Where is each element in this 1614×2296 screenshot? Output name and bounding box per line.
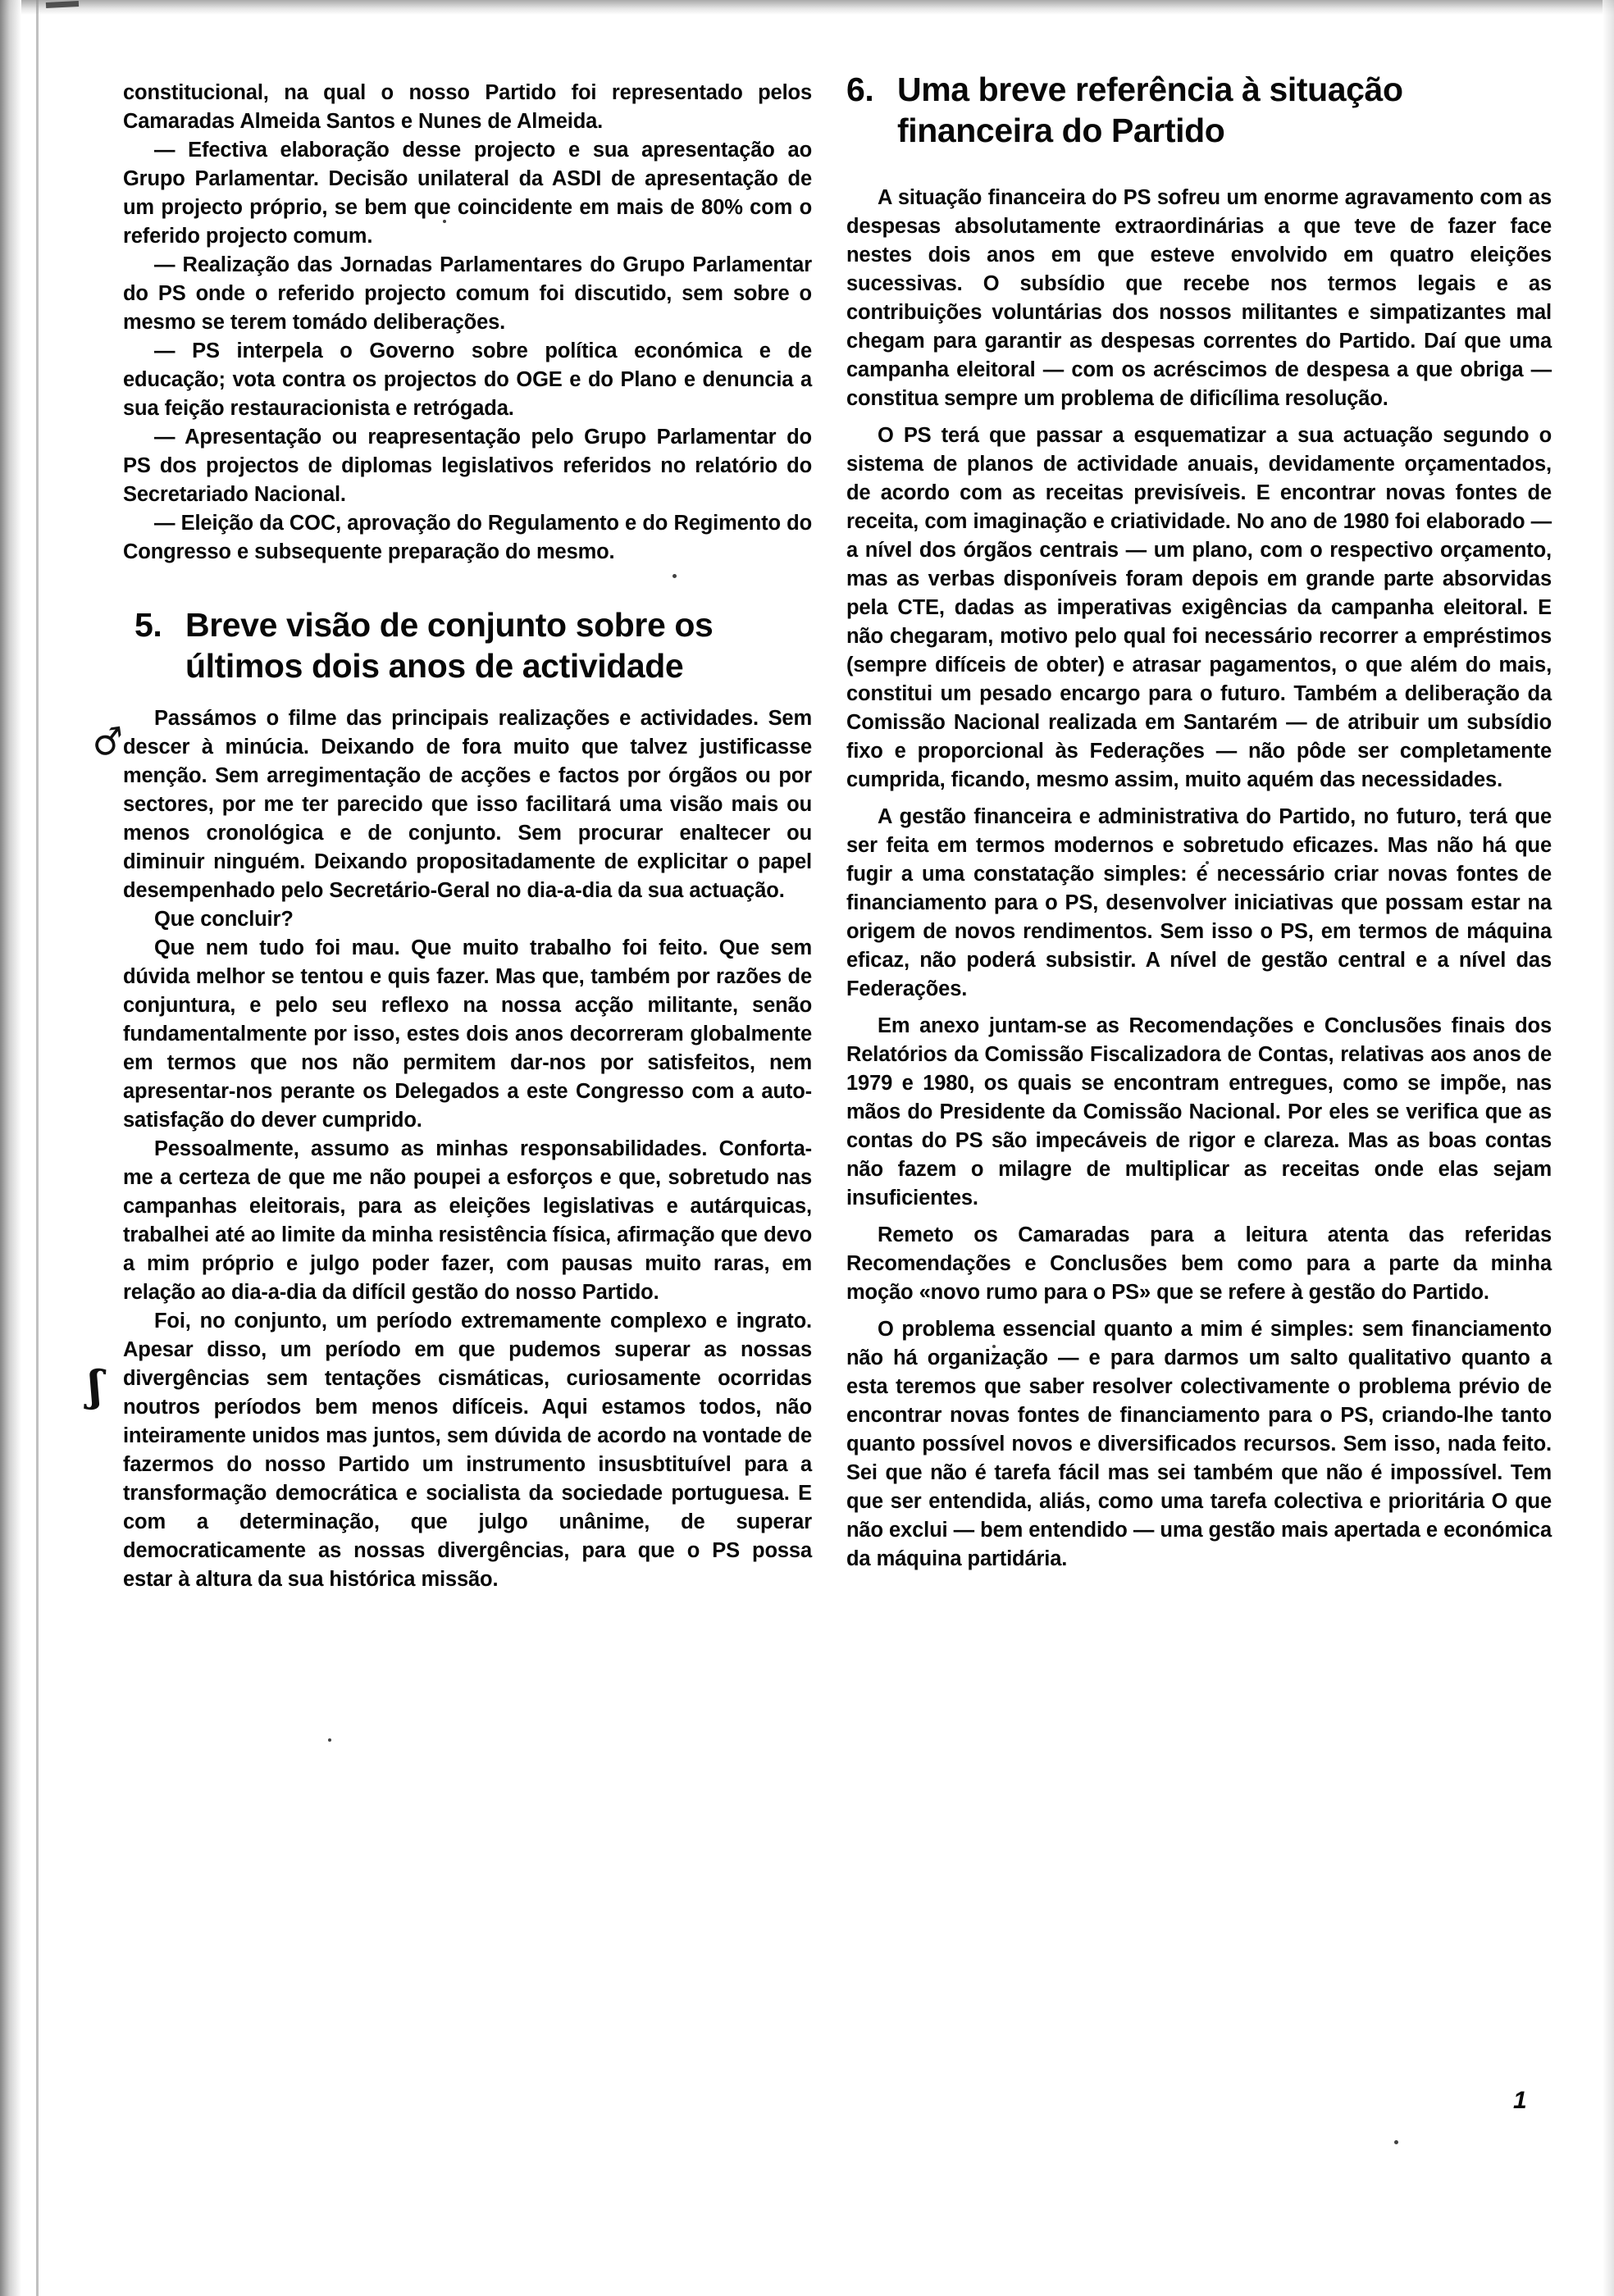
section-heading bbox=[846, 69, 1552, 151]
paragraph: Que concluir? bbox=[154, 908, 294, 931]
paragraph: — Apresentação ou reapresentação pelo Grupo Parlamentar do PS dos projectos de diplomas legislativos referidos no relatório do Secretariado Nacional. bbox=[123, 426, 812, 506]
paragraph: — PS interpela o Governo sobre política económica e de educação; vota contra os projectos do OGE e do Plano e denuncia a sua feição restauracionista e retrógada. bbox=[123, 339, 812, 420]
paragraph: Remeto os Camaradas para a leitura atenta das referidas Recomendações e Conclusões bem como para a parte da minha moção «novo rumo para o PS» que se refere à gestão do Partido. bbox=[846, 1223, 1552, 1304]
section-title: Breve visão de conjunto sobre os últimos dois anos de actividade bbox=[185, 606, 714, 685]
left-text-column bbox=[123, 79, 812, 1594]
scan-left-edge-shadow bbox=[0, 0, 21, 2296]
scan-binding-line bbox=[36, 0, 39, 2296]
paragraph: constitucional, na qual o nosso Partido foi representado pelos Camaradas Almeida Santos e Nunes de Almeida. bbox=[123, 81, 812, 133]
margin-handwritten-mark: ʃ bbox=[86, 1360, 105, 1412]
paragraph-text-before-emphasis: O problema essencial quanto a mim é simples: sem financiamento não há organização — e para darmos um salto qualitativo quanto a esta teremos que saber resolver colectivamente o bbox=[846, 1318, 1552, 1398]
section-number: 5. bbox=[134, 606, 162, 644]
paragraph: Pessoalmente, assumo as minhas responsabilidades. Conforta-me a certeza de que me não poupei a esforços e que, sobretudo nas campanhas eleitorais, para as eleições legislativas e autárquicas, trabalhei até ao limite da minha resistência física, afirmação que devo a mim próprio e julgo poder fazer, com pausas muito raras, em relação ao dia-a-dia da difícil gestão do nosso Partido. bbox=[123, 1137, 812, 1304]
section-6-heading-block bbox=[846, 69, 1552, 151]
paragraph: — Realização das Jornadas Parlamentares do Grupo Parlamentar do PS onde o referido projecto comum foi discutido, sem sobre o mesmo se terem tomádo deliberações. bbox=[123, 253, 812, 334]
paragraph: — Eleição da COC, aprovação do Regulamento e do Regimento do Congresso e subsequente preparação do mesmo. bbox=[123, 512, 812, 563]
section-number: 6. bbox=[846, 71, 874, 108]
paragraph: Em anexo juntam-se as Recomendações e Conclusões finais dos Relatórios da Comissão Fiscalizadora de Contas, relativas aos anos de 1979 e 1980, os quais se encontram entregues, como se impõe, nas mãos do Presidente da Comissão Nacional. Por eles se verifica que as contas do PS são impecáveis de rigor e clareza. Mas as boas contas não fazem o milagre de multiplicar as receitas onde elas sejam insuficientes. bbox=[846, 1014, 1552, 1210]
section-title: Uma breve referência à situação financeira do Partido bbox=[897, 71, 1403, 149]
paragraph-with-emphasis bbox=[846, 1315, 1552, 1574]
emphasis-text: problema prévio bbox=[1358, 1375, 1520, 1398]
paragraph: O PS terá que passar a esquematizar a sua actuação segundo o sistema de planos de actividade anuais, devidamente orçamentados, de acordo com as receitas previsíveis. E encontrar novas fontes de receita, com imaginação e criatividade. No ano de 1980 foi elaborado — a nível dos órgãos centrais — um plano, com o respectivo orçamento, mas as verbas disponíveis foram depois em grande parte absorvidas pela CTE, dadas as imperativas exigências da campanha eleitoral. E não chegaram, motivo pelo qual foi necessário recorrer a empréstimos (sempre difíceis de obter) e atrasar pagamentos, o que além do mais, constitui um pesado encargo para o futuro. Também a deliberação da Comissão Nacional realizada em Santarém — de atribuir um subsídio fixo e proporcional às Federações — não pôde ser completamente cumprida, ficando, mesmo assim, muito aquém das necessidades. bbox=[846, 424, 1552, 791]
section-heading bbox=[134, 604, 812, 686]
paragraph: A situação financeira do PS sofreu um enorme agravamento com as despesas absolutamente extraordinárias a que teve de fazer face nestes dois anos em que esteve envolvido em quatro eleições sucessivas. O subsídio que recebe nos termos legais e as contribuições voluntárias dos nossos militantes e simpatizantes mal chegam para garantir as despesas correntes do Partido. Daí que uma campanha eleitoral — com os acréscimos de despesa a que obriga — constitua sempre um problema de dificílima resolução. bbox=[846, 186, 1552, 410]
paragraph: Foi, no conjunto, um período extremamente complexo e ingrato. Apesar disso, um período em que pudemos superar as nossas divergências sem tentações cismáticas, curiosamente ocorridas noutros períodos bem menos difíceis. Aqui estamos todos, não inteiramente unidos mas juntos, sem dúvida de acordo na vontade de fazermos do nosso Partido um instrumento insusbtituível para a transformação democrática e socialista da sociedade portuguesa. E com a determinação, que julgo unânime, de superar democraticamente as nossas divergências, para que o PS possa estar à altura da sua histórica missão. bbox=[123, 1310, 812, 1591]
margin-handwritten-mark: ♂ bbox=[89, 719, 127, 766]
scan-right-edge-shadow bbox=[1603, 0, 1614, 2296]
paragraph: A gestão financeira e administrativa do Partido, no futuro, terá que ser feita em termos modernos e sobretudo eficazes. Mas não há que fugir a uma constatação simples: é necessário criar novas fontes de financiamento para o PS, desenvolver iniciativas que possam estar na origem de novos rendimentos. Sem isso o PS, em termos de máquina eficaz, não poderá subsistir. A nível de gestão central e a nível das Federações. bbox=[846, 805, 1552, 1000]
paragraph: Passámos o filme das principais realizações e actividades. Sem descer à minúcia. Deixando de fora muito que talvez justificasse menção. Sem arregimentação de acções e factos por órgãos ou por sectores, por me ter parecido que isso facilitará uma visão mais ou menos cronológica e de conjunto. Sem procurar enaltecer ou diminuir ninguém. Deixando propositadamente de explicitar o papel desempenhado pelo Secretário-Geral no dia-a-dia da sua actuação. bbox=[123, 707, 812, 902]
scan-speck bbox=[328, 1738, 331, 1742]
paragraph: Que nem tudo foi mau. Que muito trabalho foi feito. Que sem dúvida melhor se tentou e quis fazer. Mas que, também por razões de conjuntura, e pelo seu reflexo na nossa acção militante, senão fundamentalmente por isso, estes dois anos decorreram globalmente em termos que nos não permitem dar-nos por satisfeitos, nem apresentar-nos perante os Delegados a este Congresso com a auto-satisfação do dever cumprido. bbox=[123, 936, 812, 1132]
section-5-heading-block bbox=[123, 604, 812, 686]
paragraph-text-after-emphasis: de encontrar novas fontes de financiamento para o PS, criando-lhe tanto quanto possível novos e diversificados recursos. Sem isso, nada feito. Sei que não é tarefa fácil mas sei também que não é impossível. Tem que ser entendida, aliás, como uma tarefa colectiva e prioritária O que não exclui — bem entendido — uma gestão mais apertada e económica da máquina partidária. bbox=[846, 1375, 1552, 1570]
paragraph: — Efectiva elaboração desse projecto e sua apresentação ao Grupo Parlamentar. Decisão unilateral da ASDI de apresentação de um projecto próprio, se bem que coincidente em mais de 80% com o referido projecto comum. bbox=[123, 139, 812, 248]
scan-top-edge-shadow bbox=[0, 0, 1614, 15]
page-number: 1 bbox=[1513, 2087, 1527, 2114]
right-text-column bbox=[846, 71, 1552, 1574]
scan-speck bbox=[1394, 2140, 1398, 2144]
